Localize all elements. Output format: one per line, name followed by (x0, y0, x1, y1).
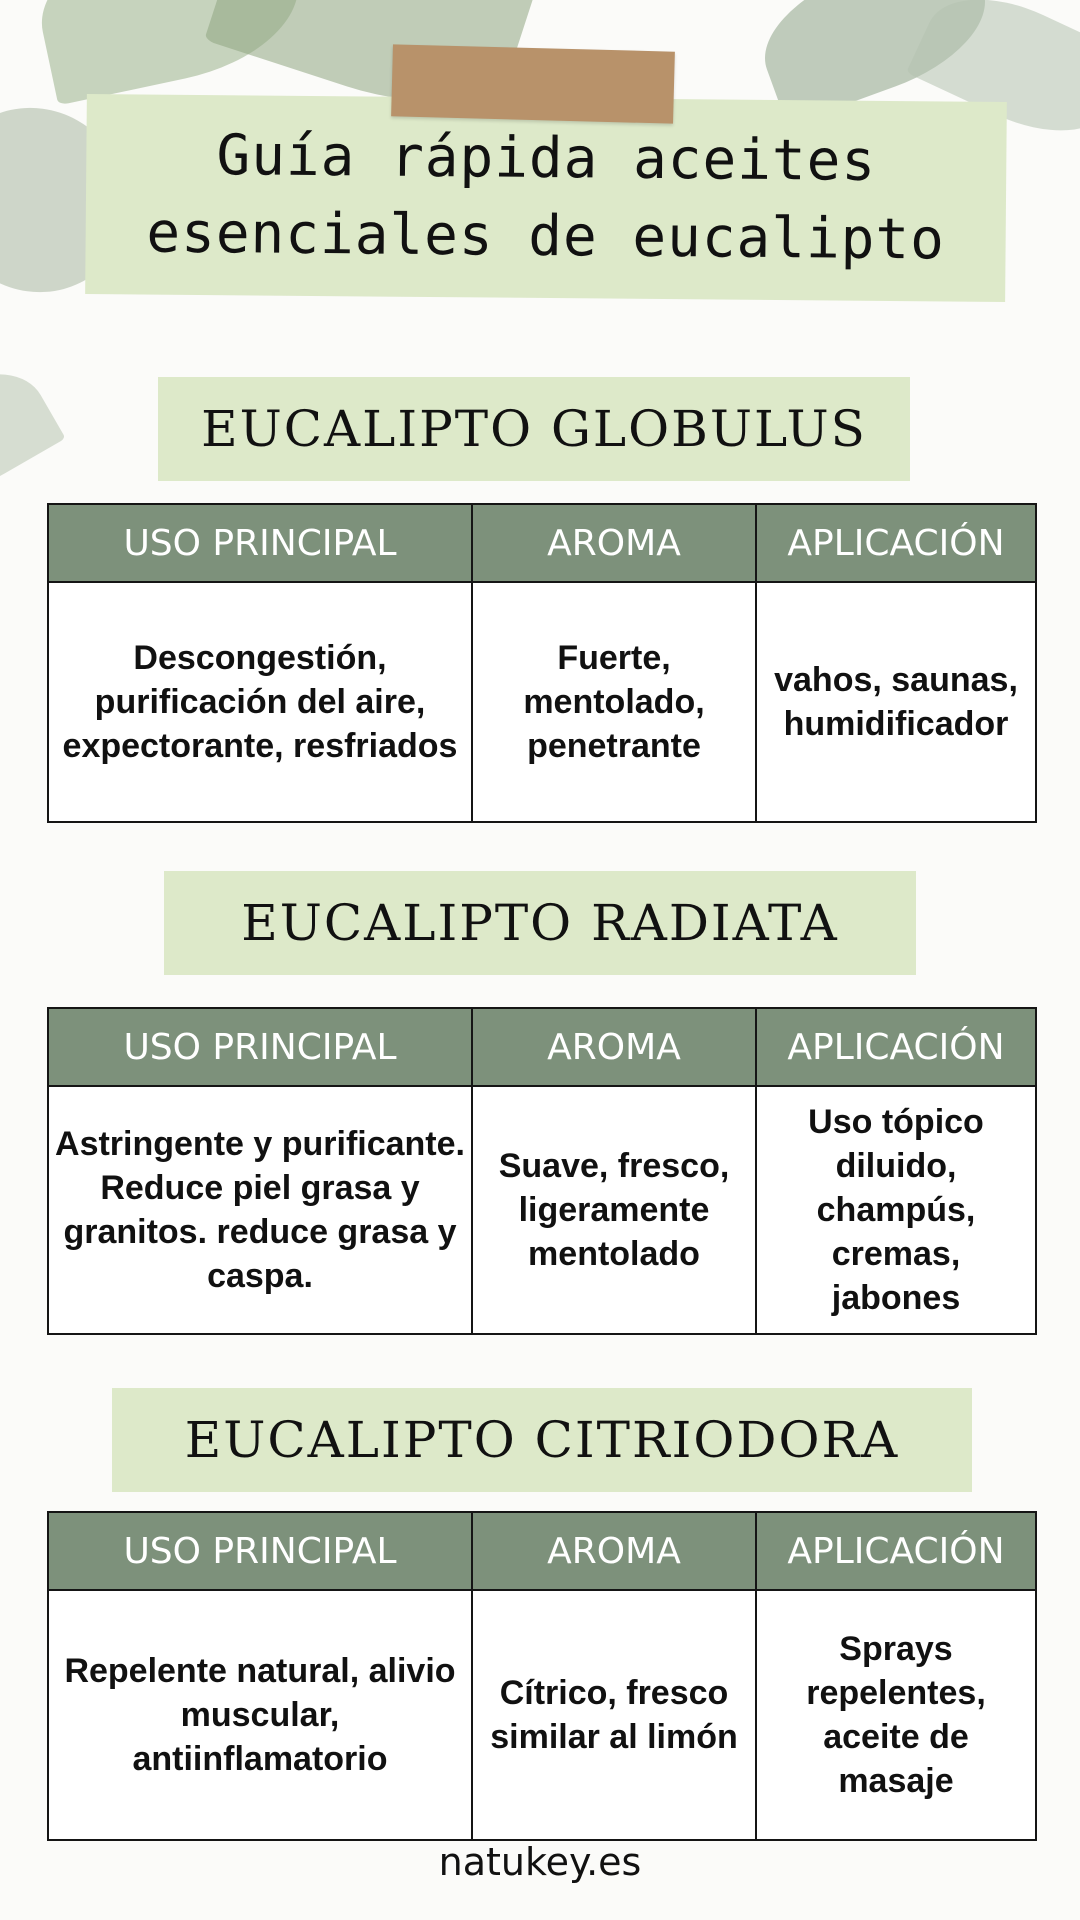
info-table-globulus (47, 503, 1037, 823)
title-banner (85, 94, 1007, 302)
header-uso-principal: USO PRINCIPAL (48, 1512, 472, 1590)
header-uso-principal: USO PRINCIPAL (48, 1008, 472, 1086)
section-title-radiata: EUCALIPTO RADIATA (164, 871, 916, 975)
page-title: Guía rápida aceites esenciales de eucalipto (146, 123, 946, 273)
table-header-row (48, 504, 1036, 582)
footer-brand: natukey.es (438, 1840, 642, 1884)
header-aplicacion: APLICACIÓN (756, 1512, 1036, 1590)
tape-decoration (391, 44, 675, 123)
header-aplicacion: APLICACIÓN (756, 504, 1036, 582)
cell-aroma: Fuerte, mentolado, penetrante (472, 582, 756, 822)
cell-uso-principal: Repelente natural, alivio muscular, antiinflamatorio (48, 1590, 472, 1840)
header-aroma: AROMA (472, 1008, 756, 1086)
table-header-row (48, 1512, 1036, 1590)
header-aplicacion: APLICACIÓN (756, 1008, 1036, 1086)
leaf-decoration (0, 352, 66, 509)
cell-aplicacion: Uso tópico diluido, champús, cremas, jabones (756, 1086, 1036, 1334)
table-row (48, 1590, 1036, 1840)
table-row (48, 582, 1036, 822)
cell-aplicacion: Sprays repelentes, aceite de masaje (756, 1590, 1036, 1840)
header-aroma: AROMA (472, 504, 756, 582)
info-table-citriodora (47, 1511, 1037, 1841)
section-title-globulus: EUCALIPTO GLOBULUS (158, 377, 910, 481)
cell-aplicacion: vahos, saunas, humidificador (756, 582, 1036, 822)
header-aroma: AROMA (472, 1512, 756, 1590)
header-uso-principal: USO PRINCIPAL (48, 504, 472, 582)
cell-aroma: Cítrico, fresco similar al limón (472, 1590, 756, 1840)
cell-aroma: Suave, fresco, ligeramente mentolado (472, 1086, 756, 1334)
section-title-citriodora: EUCALIPTO CITRIODORA (112, 1388, 972, 1492)
table-header-row (48, 1008, 1036, 1086)
table-row (48, 1086, 1036, 1334)
cell-uso-principal: Astringente y purificante. Reduce piel grasa y granitos. reduce grasa y caspa. (48, 1086, 472, 1334)
info-table-radiata (47, 1007, 1037, 1335)
cell-uso-principal: Descongestión, purificación del aire, expectorante, resfriados (48, 582, 472, 822)
